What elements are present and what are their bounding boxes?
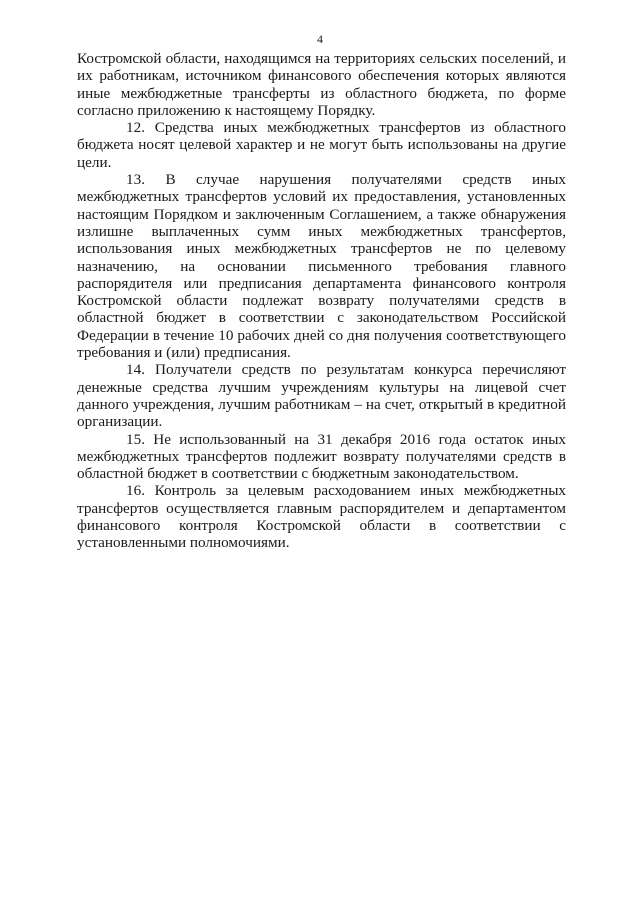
paragraph-item-13: 13. В случае нарушения получателями средств иных межбюджетных трансфертов условий их предоставления, установленных настоящим Порядком и заключенным Соглашением, а также обнаружения излишне выплаченных сумм иных межбюджетных трансфертов, использования иных межбюджетных трансфертов не по целевому назначению, на основании письменного требования главного распорядителя или предписания департамента финансового контроля Костромской области подлежат возврату получателями средств в областной бюджет в соответствии с законодательством Российской Федерации в течение 10 рабочих дней со дня получения соответствующего требования и (или) предписания. xyxy=(77,171,566,362)
document-body xyxy=(77,50,566,552)
paragraph-item-15: 15. Не использованный на 31 декабря 2016 года остаток иных межбюджетных трансфертов подлежит возврату получателями средств в областной бюджет в соответствии с бюджетным законодательством. xyxy=(77,430,566,483)
paragraph-item-12: 12. Средства иных межбюджетных трансфертов из областного бюджета носят целевой характер и не могут быть использованы на другие цели. xyxy=(77,119,566,171)
paragraph-continuation: Костромской области, находящимся на территориях сельских поселений, и их работникам, источником финансового обеспечения которых являются иные межбюджетные трансферты из областного бюджета, по форме согласно приложению к настоящему Порядку. xyxy=(77,50,566,119)
page-number: 4 xyxy=(317,32,323,46)
paragraph-item-14: 14. Получатели средств по результатам конкурса перечисляют денежные средства лучшим учреждениям культуры на лицевой счет данного учреждения, лучшим работникам – на счет, открытый в кредитной организации. xyxy=(77,361,566,431)
paragraph-item-16: 16. Контроль за целевым расходованием иных межбюджетных трансфертов осуществляется главным распорядителем и департаментом финансового контроля Костромской области в соответствии с установленными полномочиями. xyxy=(77,482,566,552)
